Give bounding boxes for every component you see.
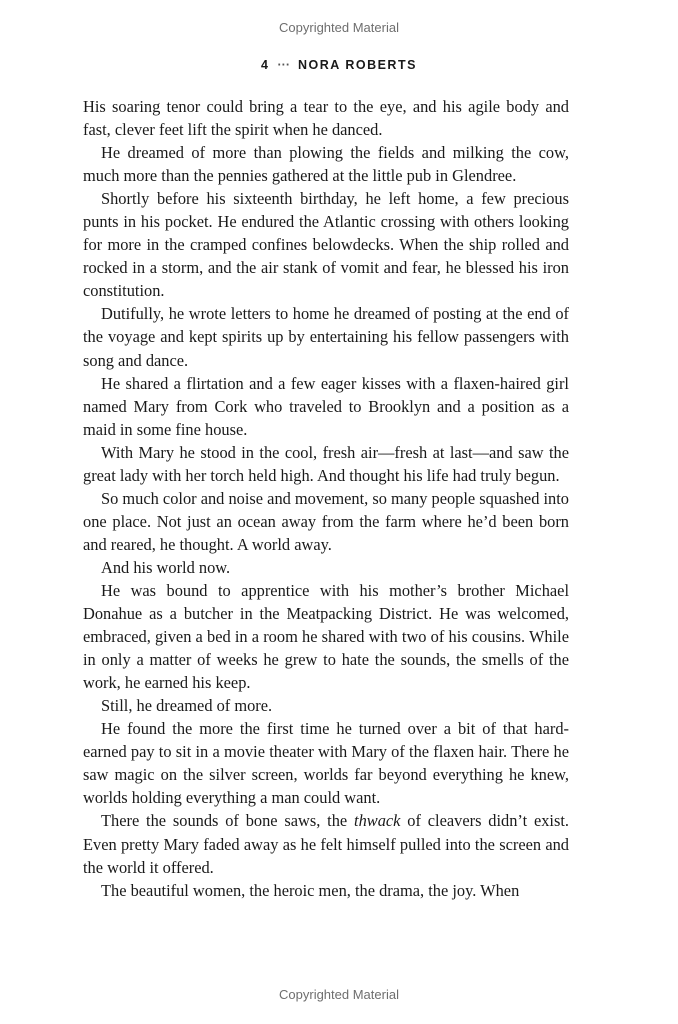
italic-word: thwack bbox=[354, 811, 401, 831]
body-text bbox=[83, 95, 569, 902]
paragraph-text-after: of cleavers didn’t exist. Even pretty Mary faded away as he felt himself pulled into the screen and the world it offered. bbox=[83, 811, 570, 877]
paragraph: He dreamed of more than plowing the fields and milking the cow, much more than the pennies gathered at the little pub in Glendree. bbox=[83, 143, 569, 186]
copyright-watermark-bottom: Copyrighted Material bbox=[279, 987, 399, 1002]
paragraph: He was bound to apprentice with his mother’s brother Michael Donahue as a butcher in the Meatpacking District. He was welcomed, embraced, given a bed in a room he shared with two of his cousins. While in only a matter of weeks he grew to hate the sounds, the smells of the work, he earned his keep. bbox=[83, 580, 569, 693]
paragraph: Dutifully, he wrote letters to home he dreamed of posting at the end of the voyage and kept spirits up by entertaining his fellow passengers with song and dance. bbox=[83, 304, 569, 370]
paragraph: And his world now. bbox=[101, 557, 231, 577]
paragraph: The beautiful women, the heroic men, the drama, the joy. When bbox=[101, 880, 520, 900]
paragraph: Still, he dreamed of more. bbox=[101, 696, 273, 716]
header-separator: ··· bbox=[277, 58, 290, 72]
paragraph: So much color and noise and movement, so many people squashed into one place. Not just an ocean away from the farm where he’d been born and reared, he thought. A world away. bbox=[83, 488, 569, 554]
paragraph: He shared a flirtation and a few eager kisses with a flaxen-haired girl named Mary from Cork who traveled to Brooklyn and a position as a maid in some fine house. bbox=[83, 373, 569, 439]
paragraph: Shortly before his sixteenth birthday, he left home, a few precious punts in his pocket. He endured the Atlantic crossing with others looking for more in the cramped confines belowdecks. When the ship rolled and rocked in a storm, and the air stank of vomit and fear, he blessed his iron constitution. bbox=[83, 189, 569, 301]
paragraph: He found the more the first time he turned over a bit of that hard-earned pay to sit in a movie theater with Mary of the flaxen hair. There he saw magic on the silver screen, worlds far beyond everything he knew, worlds holding everything a man could want. bbox=[83, 719, 569, 808]
running-head bbox=[0, 58, 678, 72]
author-name: NORA ROBERTS bbox=[298, 58, 417, 72]
paragraph bbox=[83, 809, 569, 878]
page-number: 4 bbox=[261, 58, 270, 72]
copyright-watermark-top: Copyrighted Material bbox=[279, 20, 399, 35]
paragraph-text-before: There the sounds of bone saws, the bbox=[101, 811, 355, 831]
paragraph: With Mary he stood in the cool, fresh air—fresh at last—and saw the great lady with her torch held high. And thought his life had truly begun. bbox=[83, 442, 569, 485]
paragraph: His soaring tenor could bring a tear to the eye, and his agile body and fast, clever feet lift the spirit when he danced. bbox=[83, 97, 569, 140]
